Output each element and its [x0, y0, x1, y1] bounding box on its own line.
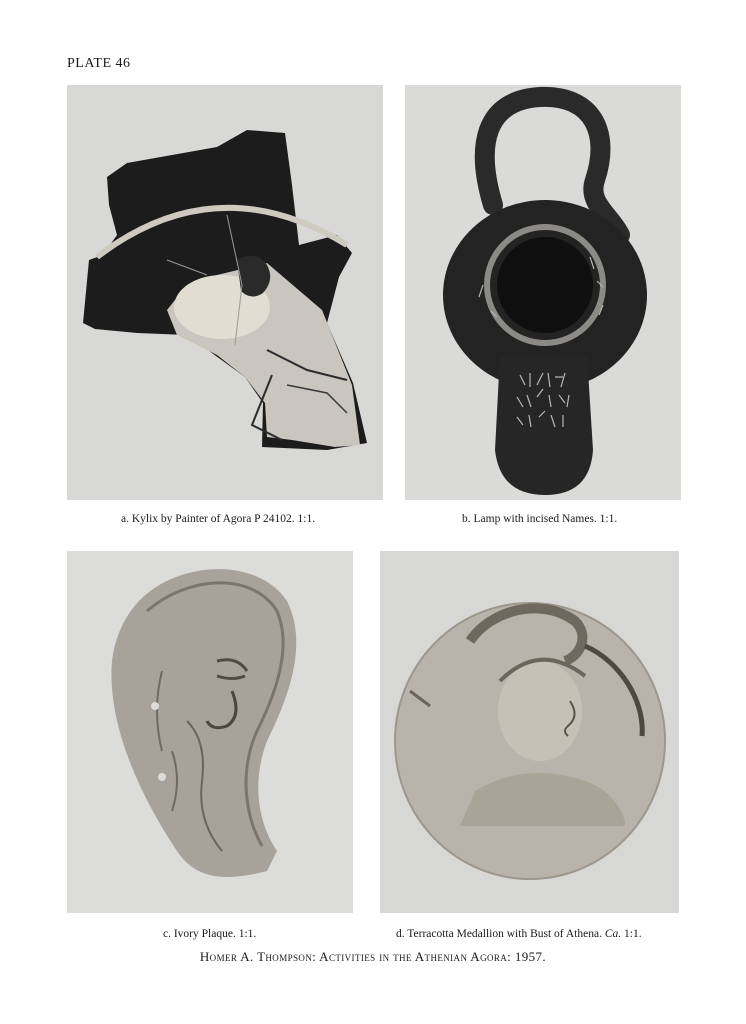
- plate-title: PLATE 46: [67, 56, 131, 71]
- ivory-plaque-image: [67, 551, 353, 913]
- caption-d: [396, 928, 642, 940]
- lamp-image: [405, 85, 681, 500]
- caption-d-scale: 1:1.: [621, 928, 642, 940]
- medallion-photo: [380, 551, 679, 913]
- ivory-plaque-photo: [67, 551, 353, 913]
- caption-c-text: c. Ivory Plaque. 1:1.: [163, 928, 257, 940]
- lamp-photo: [405, 85, 681, 500]
- caption-d-ca: Ca.: [604, 928, 622, 940]
- medallion-image: [380, 551, 679, 913]
- running-footer: Homer A. Thompson: Activities in the Athenian Agora: 1957.: [199, 949, 547, 964]
- kylix-photo: [67, 85, 383, 500]
- caption-c: [163, 928, 256, 940]
- caption-b: b. Lamp with incised Names. 1:1.: [462, 513, 618, 525]
- kylix-fragment-image: [67, 85, 383, 500]
- caption-d-text: d. Terracotta Medallion with Bust of Athena.: [396, 928, 605, 940]
- caption-a: a. Kylix by Painter of Agora P 24102. 1:1.: [121, 513, 316, 525]
